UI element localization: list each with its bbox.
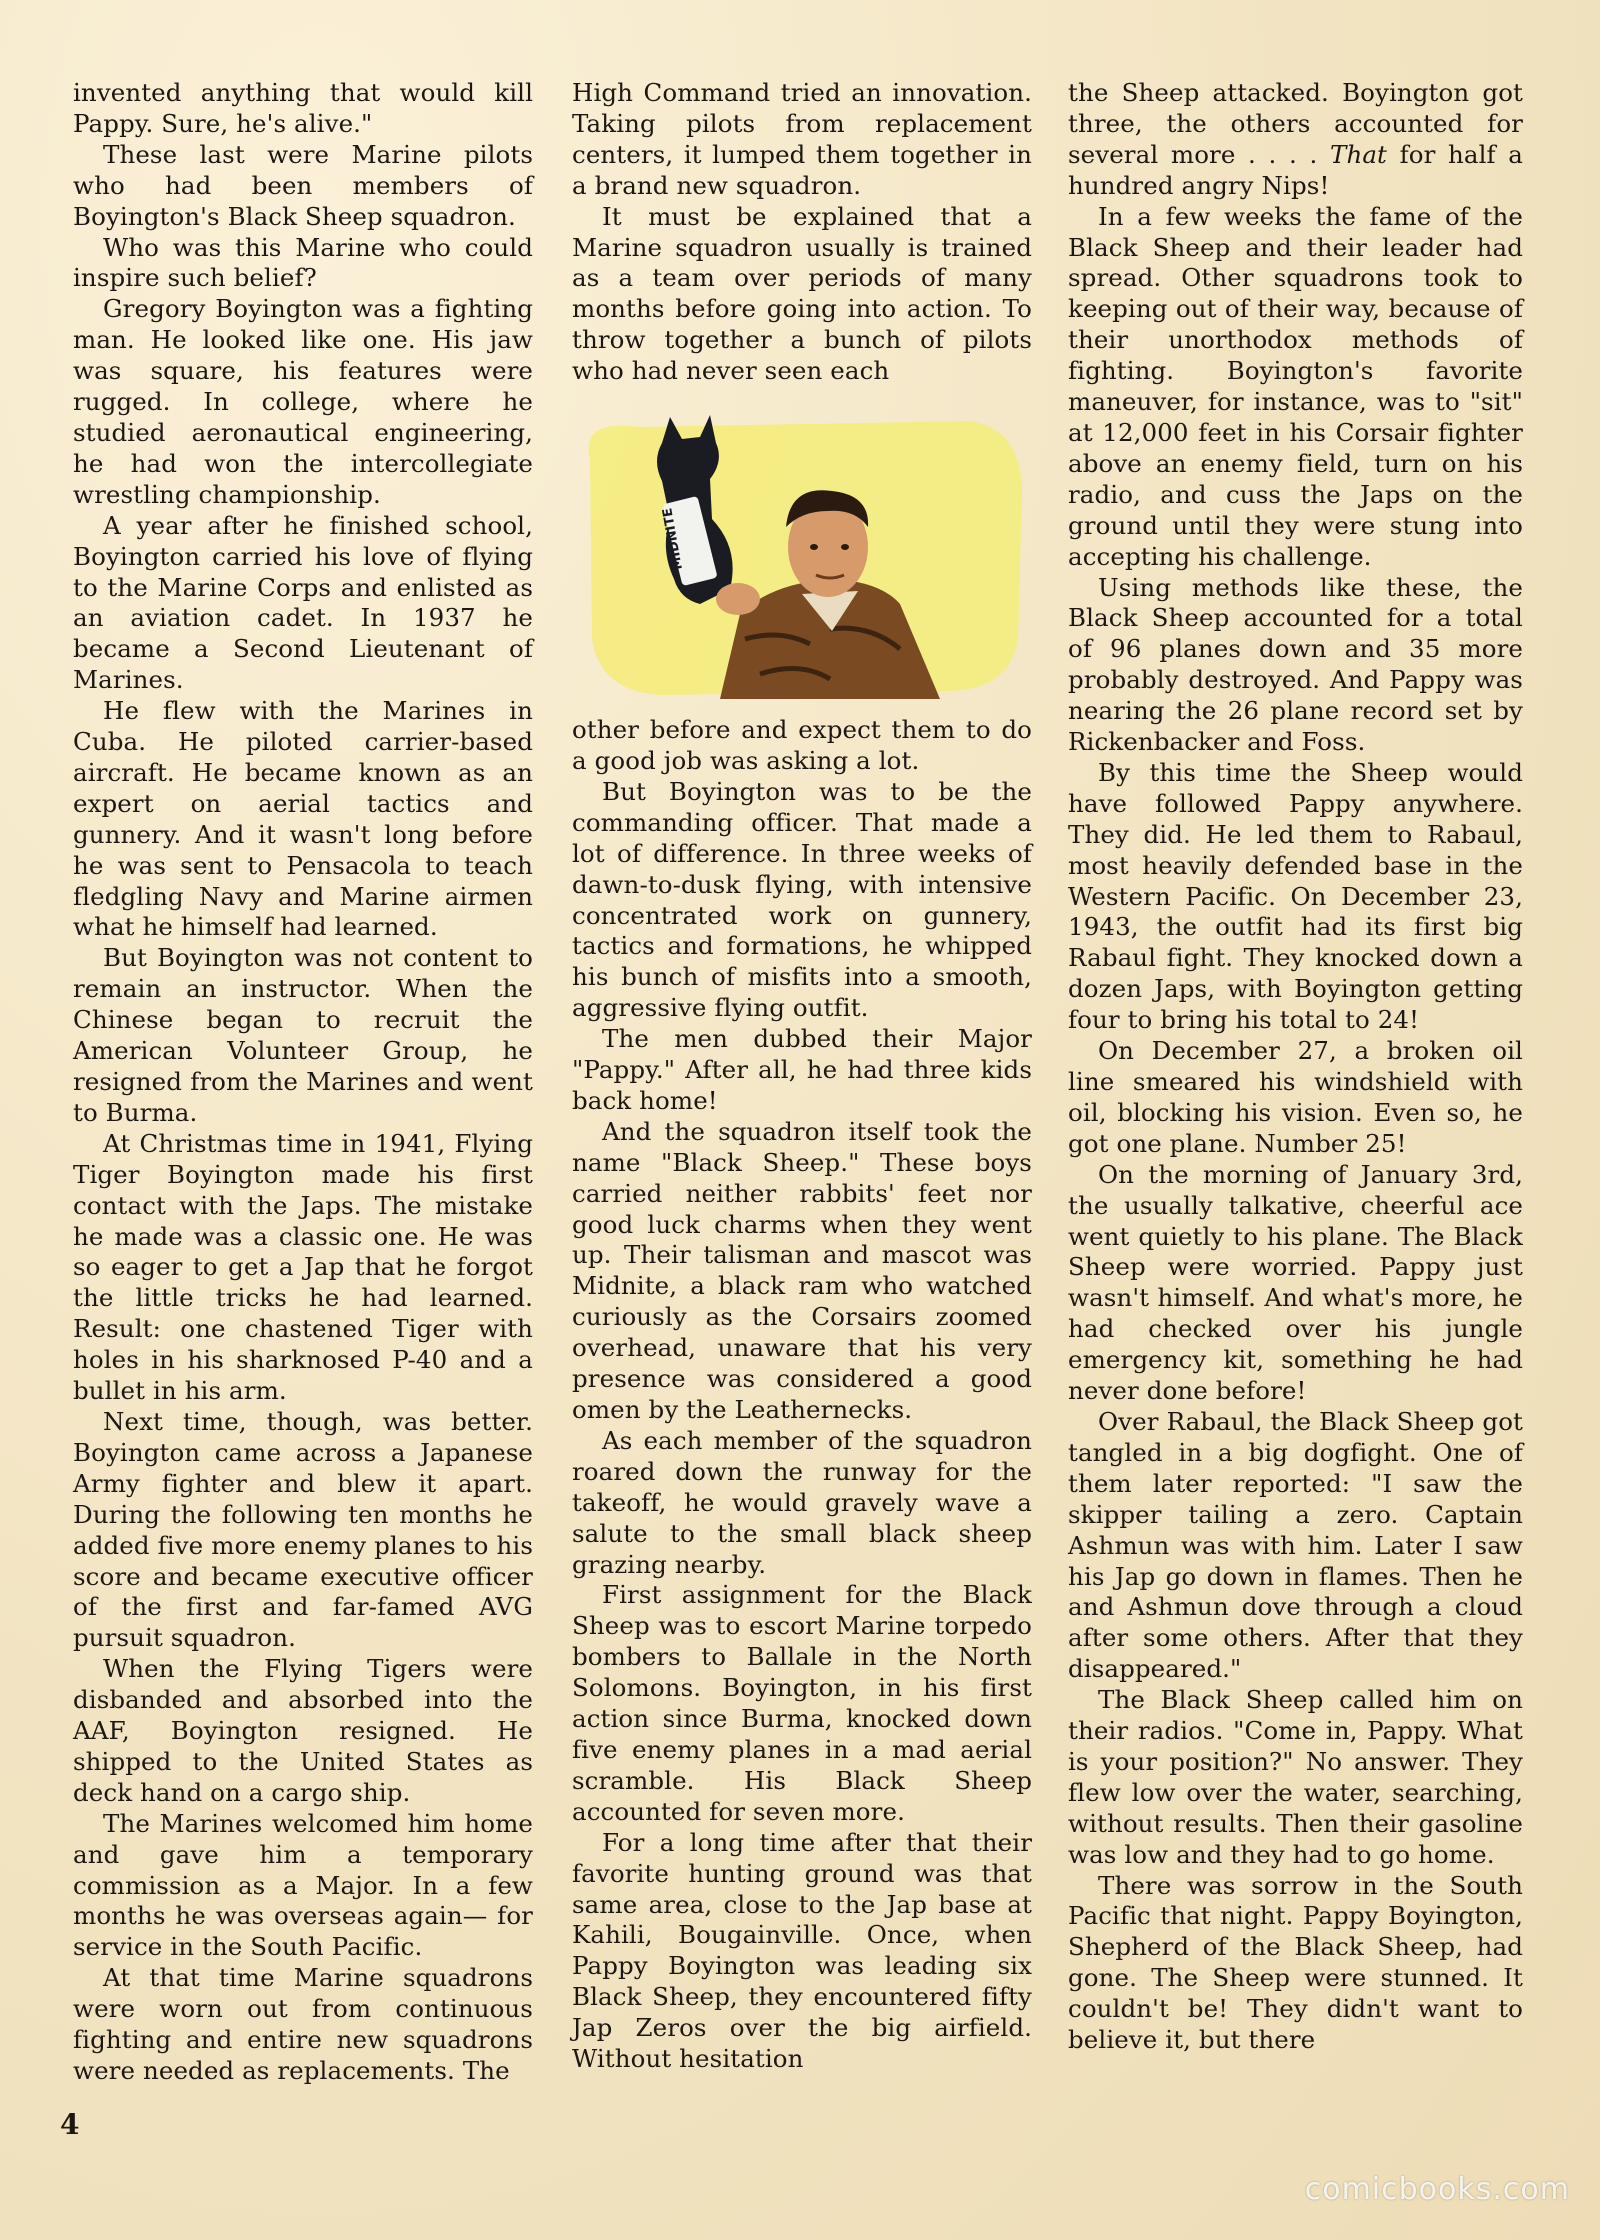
paragraph: First assignment for the Black Sheep was to escort Marine torpedo bombers to Ballale in the North Solomons. Boyington, in his first action since Burma, knocked down five enemy planes in a mad aerial scramble. His Black Sheep accounted for seven more. [572,1580,1032,1826]
paragraph: For a long time after that their favorite hunting ground was that same area, close to the Jap base at Kahili, Bougainville. Once, when Pappy Boyington was leading six Black Sheep, they encountered fifty Jap Zeros over the big airfield. Without hesitation [572,1827,1032,2074]
paragraph: These last were Marine pilots who had been members of Boyington's Black Sheep squadron. [73,139,533,231]
paragraph: Who was this Marine who could inspire such belief? [73,232,533,293]
paragraph: It must be explained that a Marine squadron usually is trained as a team over periods of many months before going into action. To throw together a bunch of pilots who had never seen each [572,201,1032,386]
text-run: the Sheep attacked. Boyington got three, the others accounted for several more . . . . [1068,78,1523,169]
paragraph: Next time, though, was better. Boyington came across a Japanese Army fighter and blew it apart. During the following ten months he added five more enemy planes to his score and became executive officer of the first and far-famed AVG pursuit squadron. [73,1406,533,1653]
paragraph: When the Flying Tigers were disbanded and absorbed into the AAF, Boyington resigned. He shipped to the United States as deck hand on a cargo ship. [73,1654,533,1807]
paragraph: There was sorrow in the South Pacific that night. Pappy Boyington, Shepherd of the Black Sheep, had gone. The Sheep were stunned. It couldn't be! They didn't want to believe it, but there [1068,1870,1523,2055]
paragraph: High Command tried an innovation. Taking pilots from replacement centers, it lumped them together in a brand new squadron. [572,78,1032,200]
text-column-1 [73,78,533,2087]
paragraph: Over Rabaul, the Black Sheep got tangled in a big dogfight. One of them later reported: "I saw the skipper tailing a zero. Captain Ashmun was with him. Later I saw his Jap go down in flames. Then he and Ashmun dove through a cloud after some others. After that they disappeared." [1068,1406,1523,1684]
text-run: for half a hundred angry Nips! [1068,139,1523,200]
pilot-with-ram-illustration [570,399,1026,701]
text-column-3 [1068,78,1523,2056]
paragraph: A year after he finished school, Boyington carried his love of flying to the Marine Corps and enlisted as an aviation cadet. In 1937 he became a Second Lieutenant of Marines. [73,510,533,695]
illustration-pilot-with-ram-mascot [570,399,1026,701]
paragraph: The men dubbed their Major "Pappy." After all, he had three kids back home! [572,1024,1032,1115]
paragraph: The Black Sheep called him on their radios. "Come in, Pappy. What is your position?" No answer. They flew low over the water, searching, without results. Then their gasoline was low and they had to go home. [1068,1685,1523,1869]
paragraph: Using methods like these, the Black Sheep accounted for a total of 96 planes down and 35 more probably destroyed. And Pappy was nearing the 26 plane record set by Rickenbacker and Foss. [1068,572,1523,757]
paragraph: At that time Marine squadrons were worn out from continuous fighting and entire new squadrons were needed as replacements. The [73,1963,533,2085]
paragraph: invented anything that would kill Pappy. Sure, he's alive." [73,78,533,138]
site-watermark: comicbooks.com [1304,2172,1570,2207]
paragraph: As each member of the squadron roared down the runway for the takeoff, he would gravely wave a salute to the small black sheep grazing nearby. [572,1425,1032,1579]
paragraph: On December 27, a broken oil line smeared his windshield with oil, blocking his vision. Even so, he got one plane. Number 25! [1068,1036,1523,1158]
paragraph: And the squadron itself took the name "Black Sheep." These boys carried neither rabbits' feet nor good luck charms when they went up. Their talisman and mascot was Midnite, a black ram who watched curiously as the Corsairs zoomed overhead, unaware that his very presence was considered a good omen by the Leathernecks. [572,1116,1032,1424]
page-number: 4 [60,2108,80,2141]
mascot-label: MIDNITE [660,506,686,571]
paragraph [1068,78,1523,202]
paragraph: In a few weeks the fame of the Black Sheep and their leader had spread. Other squadrons took to keeping out of their way, because of their unorthodox methods of fighting. Boyington's favorite maneuver, for instance, was to "sit" at 12,000 feet in his Corsair fighter above an enemy field, turn on his radio, and cuss the Japs on the ground until they were stung into accepting his challenge. [1068,201,1523,571]
paragraph: But Boyington was to be the commanding officer. That made a lot of difference. In three weeks of dawn-to-dusk flying, with intensive concentrated work on gunnery, tactics and formations, he whipped his bunch of misfits into a smooth, aggressive flying outfit. [572,776,1032,1023]
paragraph: By this time the Sheep would have followed Pappy anywhere. They did. He led them to Rabaul, most heavily defended base in the Western Pacific. On December 23, 1943, the outfit had its first big Rabaul fight. They knocked down a dozen Japs, with Boyington getting four to bring his total to 24! [1068,757,1523,1035]
text-column-2 [572,78,1032,2075]
paragraph: But Boyington was not content to remain an instructor. When the Chinese began to recruit the American Volunteer Group, he resigned from the Marines and went to Burma. [73,943,533,1127]
paragraph: On the morning of January 3rd, the usually talkative, cheerful ace went quietly to his plane. The Black Sheep were worried. Pappy just wasn't himself. And what's more, he had checked over his jungle emergency kit, something he had never done before! [1068,1159,1523,1406]
italic-text-run: That [1330,139,1387,169]
paragraph: The Marines welcomed him home and gave him a temporary commission as a Major. In a few months he was overseas again— for service in the South Pacific. [73,1808,533,1962]
paragraph: other before and expect them to do a good job was asking a lot. [572,715,1032,775]
paragraph: At Christmas time in 1941, Flying Tiger Boyington made his first contact with the Japs. The mistake he made was a classic one. He was so eager to get a Jap that he forgot the little tricks he had learned. Result: one chastened Tiger with holes in his sharknosed P-40 and a bullet in his arm. [73,1128,533,1406]
paragraph: He flew with the Marines in Cuba. He piloted carrier-based aircraft. He became known as an expert on aerial tactics and gunnery. And it wasn't long before he was sent to Pensacola to teach fledgling Navy and Marine airmen what he himself had learned. [73,696,533,942]
paragraph: Gregory Boyington was a fighting man. He looked like one. His jaw was square, his features were rugged. In college, where he studied aeronautical engineering, he had won the intercollegiate wrestling championship. [73,294,533,509]
